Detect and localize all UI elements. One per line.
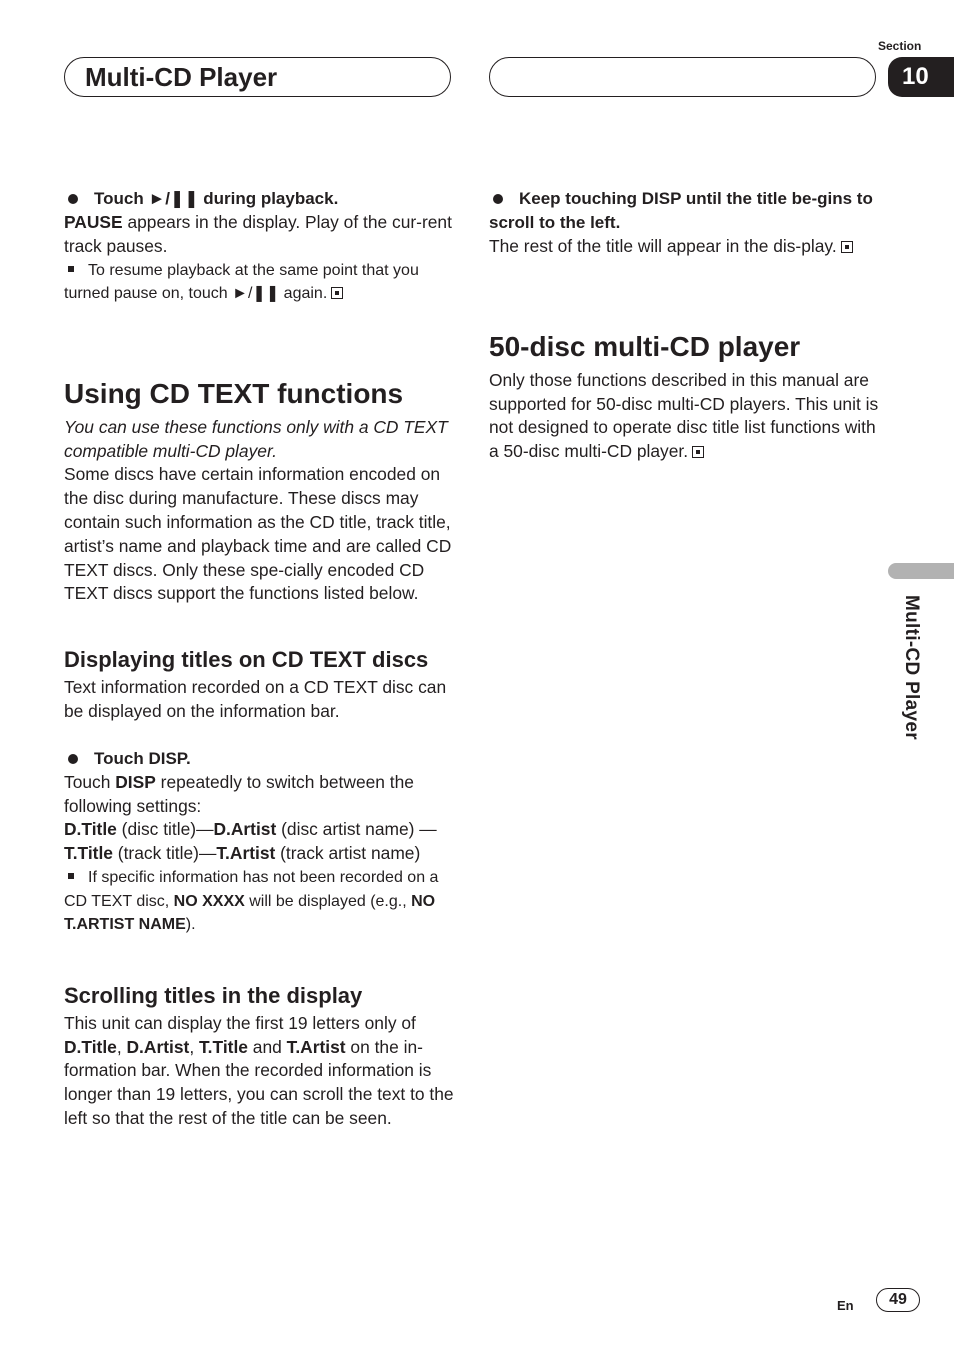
end-mark-icon [692,446,704,458]
step-pause: Touch ►/❚❚ during playback. [64,187,454,211]
fifty-disc-heading: 50-disc multi-CD player [489,330,801,362]
page-number: 49 [876,1288,920,1312]
note-marker-icon [68,873,74,879]
keep-touching-body: The rest of the title will appear in the dis-play. [489,235,879,259]
displaying-body: Text information recorded on a CD TEXT disc can be displayed on the information bar. [64,677,447,721]
fifty-disc-body: Only those functions described in this manual are supported for 50-disc multi-CD players. This unit is not designed to operate disc title list functions with a 50-disc multi-CD player. [489,369,879,462]
pause-body: PAUSE appears in the display. Play of the cur-rent track pauses. [64,212,452,256]
side-tab-label: Multi-CD Player [901,595,922,740]
section-number: 10 [902,63,929,90]
end-mark-icon [331,287,343,299]
step-touch-disp: Touch DISP. [64,747,454,771]
cd-text-body: Some discs have certain information encoded on the disc during manufacture. These discs may contain such information as the CD title, track title, artist’s name and playback time and are called CD TEXT discs. Only these spe-cially encoded CD TEXT discs support the functions listed below. [64,464,452,604]
step-keep-touching: Keep touching DISP until the title be-gins to scroll to the left. [489,189,873,232]
note-marker-icon [68,266,74,272]
section-label: Section [878,39,922,53]
header-blank-box [489,57,876,97]
disp-note: If specific information has not been recorded on a CD TEXT disc, NO XXXX will be displayed (e.g., NO T.ARTIST NAME). [64,868,439,934]
language-code: En [837,1298,854,1313]
scrolling-heading: Scrolling titles in the display [64,982,363,1008]
bullet-icon [68,754,78,764]
disp-body: Touch DISP repeatedly to switch between the following settings: [64,771,414,816]
scrolling-body: This unit can display the first 19 letters only of D.Title, D.Artist, T.Title and T.Artist on the in-formation bar. When the recorded information is longer than 19 letters, you can scroll the text to the left so that the rest of the title can be seen. [64,1012,454,1128]
cd-text-heading: Using CD TEXT functions [64,377,404,409]
page-title: Multi-CD Player [85,62,278,92]
pause-note: To resume playback at the same point that you turned pause on, touch ►/❚❚ again. [64,261,419,303]
cd-text-intro: You can use these functions only with a CD TEXT compatible multi-CD player. [64,416,448,461]
section-number-badge [888,57,954,97]
right-column [489,187,879,464]
bullet-icon [493,194,503,204]
bullet-icon [68,194,78,204]
side-tab-marker [888,563,954,579]
left-column [64,187,454,1131]
disp-settings: D.Title (disc title)—D.Artist (disc artist name) —T.Title (track title)—T.Artist (track artist name) [64,819,437,864]
header-title-box [64,57,451,97]
displaying-heading: Displaying titles on CD TEXT discs [64,647,429,673]
end-mark-icon [841,241,853,253]
